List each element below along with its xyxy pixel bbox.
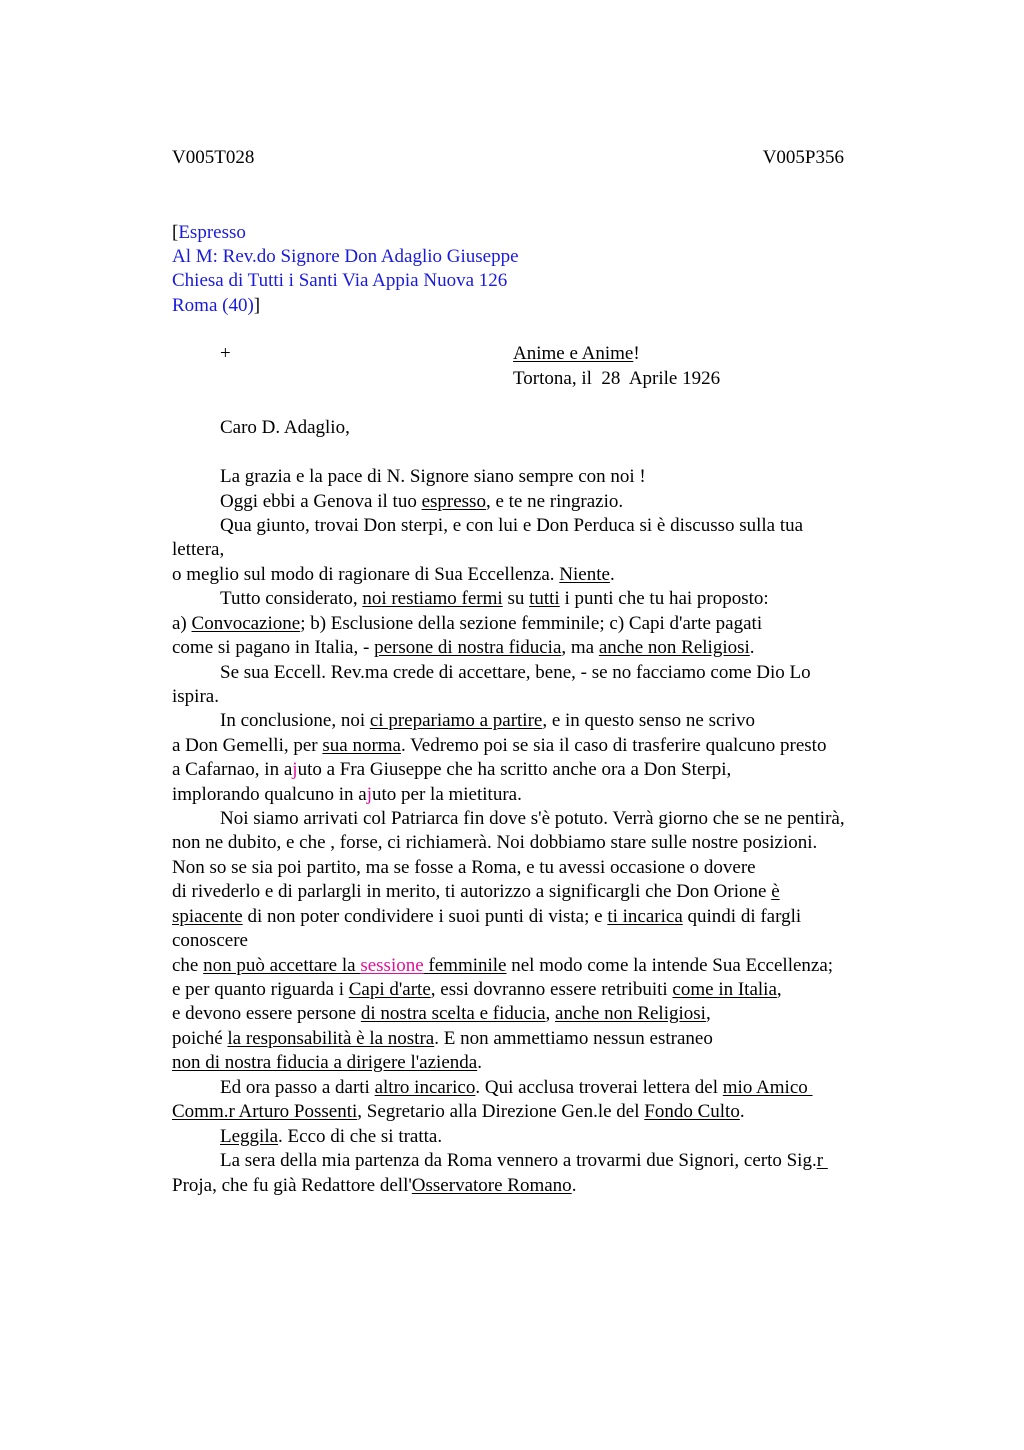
page-code-right: V005P356 [762, 147, 844, 168]
text-line: Non so se sia poi partito, ma se fosse a Roma, e tu avessi occasione o dovere [172, 857, 756, 878]
text-line: non di nostra fiducia a dirigere l'azienda. [172, 1052, 482, 1073]
text-line: Noi siamo arrivati col Patriarca fin dove s'è potuto. Verrà giorno che se ne pentirà, [220, 808, 845, 829]
text-line: che non può accettare la sessione femminile nel modo come la intende Sua Eccellenza; [172, 955, 834, 976]
text-line: non ne dubito, e che , forse, ci richiamerà. Noi dobbiamo stare sulle nostre posizioni. [172, 832, 818, 853]
address-line: [Espresso [172, 222, 246, 243]
text-line: Qua giunto, trovai Don sterpi, e con lui e Don Perduca si è discusso sulla tua [220, 515, 804, 536]
cross-mark: + [220, 343, 231, 364]
text-line: poiché la responsabilità è la nostra. E non ammettiamo nessun estraneo [172, 1028, 713, 1049]
text-line: Oggi ebbi a Genova il tuo espresso, e te ne ringrazio. [220, 491, 624, 512]
document-code-left: V005T028 [172, 147, 255, 168]
text-line: a) Convocazione; b) Esclusione della sezione femminile; c) Capi d'arte pagati [172, 613, 763, 634]
text-line: spiacente di non poter condividere i suoi punti di vista; e ti incarica quindi di fargli [172, 906, 802, 927]
address-line: Chiesa di Tutti i Santi Via Appia Nuova 126 [172, 270, 508, 291]
text-line: In conclusione, noi ci prepariamo a partire, e in questo senso ne scrivo [220, 710, 755, 731]
text-line: come si pagano in Italia, - persone di nostra fiducia, ma anche non Religiosi. [172, 637, 755, 658]
text-line: ispira. [172, 686, 219, 707]
address-line: Al M: Rev.do Signore Don Adaglio Giuseppe [172, 246, 519, 267]
text-line: e per quanto riguarda i Capi d'arte, essi dovranno essere retribuiti come in Italia, [172, 979, 782, 1000]
text-line: La sera della mia partenza da Roma vennero a trovarmi due Signori, certo Sig.r [220, 1150, 828, 1171]
text-line: lettera, [172, 539, 225, 560]
text-line: o meglio sul modo di ragionare di Sua Eccellenza. Niente. [172, 564, 615, 585]
text-line: Ed ora passo a darti altro incarico. Qui acclusa troverai lettera del mio Amico [220, 1077, 813, 1098]
address-line: Roma (40)] [172, 295, 261, 316]
text-line: a Don Gemelli, per sua norma. Vedremo poi se sia il caso di trasferire qualcuno presto [172, 735, 827, 756]
text-line: e devono essere persone di nostra scelta e fiducia, anche non Religiosi, [172, 1003, 711, 1024]
greeting: Caro D. Adaglio, [220, 417, 350, 438]
text-line: Se sua Eccell. Rev.ma crede di accettare, bene, - se no facciamo come Dio Lo [220, 662, 811, 683]
text-line: Proja, che fu già Redattore dell'Osservatore Romano. [172, 1175, 577, 1196]
motto: Anime e Anime! [513, 343, 640, 364]
place-date: Tortona, il 28 Aprile 1926 [513, 368, 721, 389]
text-line: Leggila. Ecco di che si tratta. [220, 1126, 443, 1147]
text-line: Comm.r Arturo Possenti, Segretario alla Direzione Gen.le del Fondo Culto. [172, 1101, 745, 1122]
text-line: a Cafarnao, in ajuto a Fra Giuseppe che ha scritto anche ora a Don Sterpi, [172, 759, 732, 780]
text-line: conoscere [172, 930, 248, 951]
text-line: implorando qualcuno in ajuto per la mietitura. [172, 784, 522, 805]
text-line: di rivederlo e di parlargli in merito, ti autorizzo a significargli che Don Orione è [172, 881, 780, 902]
text-line: Tutto considerato, noi restiamo fermi su tutti i punti che tu hai proposto: [220, 588, 769, 609]
text-line: La grazia e la pace di N. Signore siano sempre con noi ! [220, 466, 646, 487]
